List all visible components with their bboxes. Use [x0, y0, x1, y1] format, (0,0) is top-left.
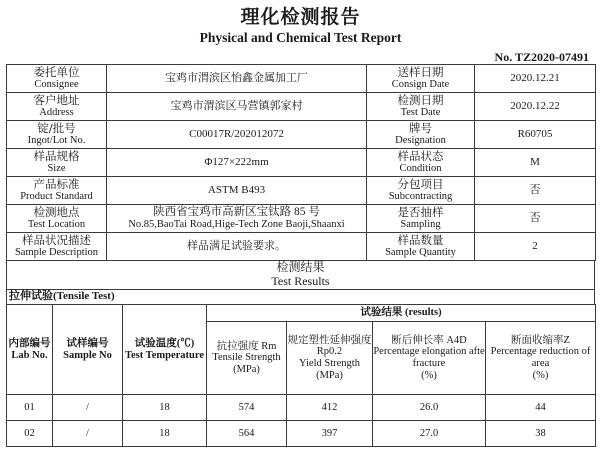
- tensile-test-table: [6, 304, 596, 447]
- info-label: 锭/批号 Ingot/Lot No.: [7, 121, 107, 149]
- info-label: 样品数量 Sample Quantity: [367, 233, 475, 261]
- info-value: 2020.12.21: [475, 65, 596, 93]
- info-row: [7, 177, 596, 205]
- info-value: ASTM B493: [107, 177, 367, 205]
- col-yield-strength: 规定塑性延伸强度 Rp0.2 Yield Strength (MPa): [287, 322, 373, 395]
- info-label: 检测地点 Test Location: [7, 205, 107, 233]
- col-lab-no: 内部编号 Lab No.: [7, 305, 53, 395]
- info-row: [7, 149, 596, 177]
- test-results-title-en: Test Results: [271, 274, 330, 288]
- report-title-en: Physical and Chemical Test Report: [199, 30, 402, 45]
- info-row: [7, 93, 596, 121]
- report-number: No. TZ2020-07491: [494, 50, 589, 64]
- cell-lab-no: 02: [7, 421, 53, 447]
- cell-reduction-of-area: 38: [486, 421, 596, 447]
- info-label: 检测日期 Test Date: [367, 93, 475, 121]
- cell-sample-no: /: [53, 395, 123, 421]
- col-elongation: 断后伸长率 A4D Percentage elongation afte fracture (%): [373, 322, 486, 395]
- info-label: 委托单位 Consignee: [7, 65, 107, 93]
- col-tensile-strength: 抗拉强度 Rm Tensile Strength (MPa): [207, 322, 287, 395]
- info-value: 宝鸡市渭滨区怡鑫金属加工厂: [107, 65, 367, 93]
- info-label: 分包项目 Subcontracting: [367, 177, 475, 205]
- tensile-test-title: 拉伸试验(Tensile Test): [6, 289, 595, 305]
- cell-yield-strength: 397: [287, 421, 373, 447]
- col-reduction-of-area: 断面收缩率Z Percentage reduction of area (%): [486, 322, 596, 395]
- info-label: 样品状况描述 Sample Description: [7, 233, 107, 261]
- info-value: 样品满足试验要求。: [107, 233, 367, 261]
- info-label: 样品状态 Condition: [367, 149, 475, 177]
- info-row: [7, 65, 596, 93]
- test-results-header: [6, 260, 595, 290]
- info-value: M: [475, 149, 596, 177]
- cell-temperature: 18: [123, 421, 207, 447]
- report-title-cn: 理化检测报告: [240, 6, 361, 28]
- info-label: 是否抽样 Sampling: [367, 205, 475, 233]
- cell-tensile-strength: 574: [207, 395, 287, 421]
- info-row: [7, 205, 596, 233]
- cell-temperature: 18: [123, 395, 207, 421]
- info-row: [7, 233, 596, 261]
- info-value: 2020.12.22: [475, 93, 596, 121]
- info-label: 产品标准 Product Standard: [7, 177, 107, 205]
- info-value: 否: [475, 177, 596, 205]
- info-value: 2: [475, 233, 596, 261]
- info-value: R60705: [475, 121, 596, 149]
- cell-elongation: 27.0: [373, 421, 486, 447]
- cell-elongation: 26.0: [373, 395, 486, 421]
- table-row: [7, 395, 596, 421]
- info-row: [7, 121, 596, 149]
- cell-tensile-strength: 564: [207, 421, 287, 447]
- table-row: [7, 421, 596, 447]
- info-value: 否: [475, 205, 596, 233]
- test-results-title-cn: 检测结果: [276, 260, 325, 274]
- cell-reduction-of-area: 44: [486, 395, 596, 421]
- results-group-header: 试验结果 (results): [207, 305, 596, 322]
- cell-sample-no: /: [53, 421, 123, 447]
- info-value: C00017R/202012072: [107, 121, 367, 149]
- col-sample-no: 试样编号 Sample No: [53, 305, 123, 395]
- info-value: 陕西省宝鸡市高新区宝钛路 85 号 No.85,BaoTai Road,Hige-Tech Zone Baoji,Shaanxi: [107, 205, 367, 233]
- cell-yield-strength: 412: [287, 395, 373, 421]
- cell-lab-no: 01: [7, 395, 53, 421]
- info-label: 样品规格 Size: [7, 149, 107, 177]
- info-value: Φ127×222mm: [107, 149, 367, 177]
- info-label: 牌号 Designation: [367, 121, 475, 149]
- sample-info-table: [6, 64, 596, 261]
- info-label: 客户地址 Address: [7, 93, 107, 121]
- info-value: 宝鸡市渭滨区马营镇郭家村: [107, 93, 367, 121]
- col-test-temperature: 试验温度(℃) Test Temperature: [123, 305, 207, 395]
- info-label: 送样日期 Consign Date: [367, 65, 475, 93]
